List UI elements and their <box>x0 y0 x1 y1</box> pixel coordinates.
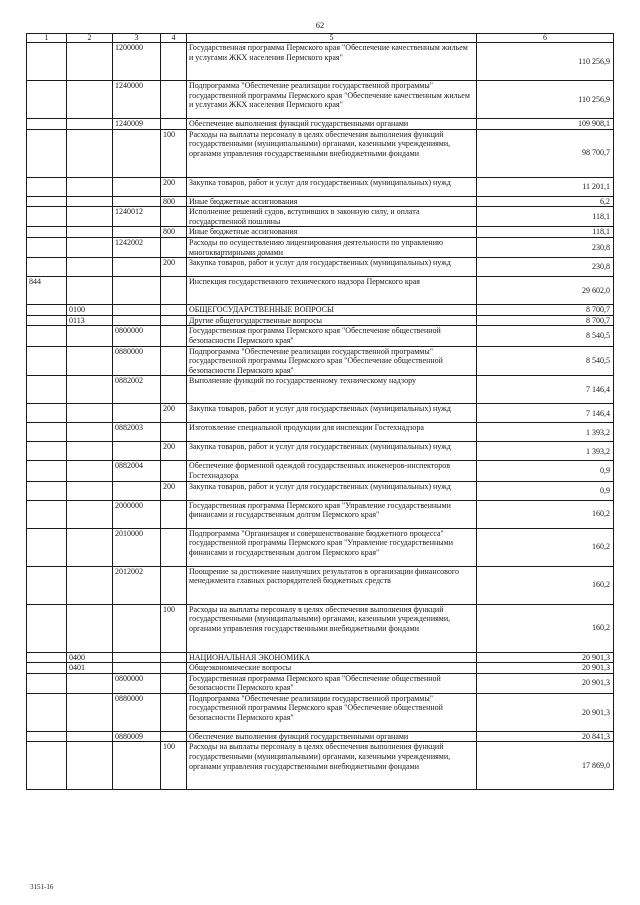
table-row <box>27 277 614 305</box>
table-row <box>27 528 614 566</box>
table-row <box>27 258 614 277</box>
table-row <box>27 461 614 481</box>
expense-type-code-cell: 100 <box>161 742 187 790</box>
expense-type-code-cell <box>161 663 187 674</box>
expense-type-code-cell <box>161 423 187 442</box>
description-cell: Закупка товаров, работ и услуг для государственных (муниципальных) нужд <box>187 481 477 500</box>
expense-type-code-cell <box>161 673 187 693</box>
target-item-code-cell <box>113 196 161 207</box>
expense-type-code-cell <box>161 461 187 481</box>
target-item-code-cell <box>113 604 161 652</box>
amount-cell: 160,2 <box>477 500 614 528</box>
target-item-code-cell: 1240000 <box>113 81 161 119</box>
description-cell: Закупка товаров, работ и услуг для государственных (муниципальных) нужд <box>187 442 477 461</box>
target-item-code-cell <box>113 227 161 238</box>
budget-table-body <box>27 34 614 790</box>
section-code-cell <box>67 207 113 227</box>
amount-cell: 98 700,7 <box>477 129 614 177</box>
target-item-code-cell: 1242002 <box>113 237 161 257</box>
section-code-cell <box>67 404 113 423</box>
section-code-cell <box>67 258 113 277</box>
target-item-code-cell: 2010000 <box>113 528 161 566</box>
description-cell: Подпрограмма "Организация и совершенствование бюджетного процесса" государственной программы Пермского края "Управление государственными финансами и государственным долгом Пермского края" <box>187 528 477 566</box>
table-row <box>27 196 614 207</box>
section-code-cell <box>67 693 113 731</box>
table-row <box>27 346 614 376</box>
section-code-cell <box>67 481 113 500</box>
section-code-cell <box>67 326 113 346</box>
description-cell: Подпрограмма "Обеспечение реализации государственной программы" государственной программы Пермского края "Обеспечение общественной безопасности Пермского края" <box>187 693 477 731</box>
amount-cell: 109 908,1 <box>477 119 614 130</box>
agency-code-cell <box>27 528 67 566</box>
expense-type-code-cell: 800 <box>161 196 187 207</box>
expense-type-code-cell <box>161 326 187 346</box>
target-item-code-cell: 1200000 <box>113 43 161 81</box>
description-cell: Расходы по осуществлению лицензирования деятельности по управлению многоквартирными домами <box>187 237 477 257</box>
agency-code-cell <box>27 500 67 528</box>
expense-type-code-cell <box>161 500 187 528</box>
expense-type-code-cell <box>161 376 187 404</box>
section-code-cell <box>67 423 113 442</box>
table-row <box>27 177 614 196</box>
agency-code-cell <box>27 237 67 257</box>
amount-cell: 1 393,2 <box>477 442 614 461</box>
amount-cell: 7 146,4 <box>477 376 614 404</box>
amount-cell: 160,2 <box>477 528 614 566</box>
description-cell: Государственная программа Пермского края "Обеспечение качественным жильем и услугами ЖКХ населения Пермского края" <box>187 43 477 81</box>
table-row <box>27 81 614 119</box>
expense-type-code-cell: 200 <box>161 404 187 423</box>
column-header-3: 3 <box>113 34 161 43</box>
description-cell: Подпрограмма "Обеспечение реализации государственной программы" государственной программы Пермского края "Обеспечение общественной безопасности Пермского края" <box>187 346 477 376</box>
section-code-cell <box>67 566 113 604</box>
table-row <box>27 404 614 423</box>
section-code-cell <box>67 528 113 566</box>
agency-code-cell <box>27 673 67 693</box>
table-row <box>27 742 614 790</box>
section-code-cell <box>67 742 113 790</box>
target-item-code-cell <box>113 277 161 305</box>
section-code-cell <box>67 227 113 238</box>
target-item-code-cell <box>113 258 161 277</box>
agency-code-cell <box>27 481 67 500</box>
table-row <box>27 326 614 346</box>
agency-code-cell <box>27 227 67 238</box>
amount-cell: 20 901,3 <box>477 693 614 731</box>
table-row <box>27 693 614 731</box>
expense-type-code-cell <box>161 731 187 742</box>
section-code-cell <box>67 604 113 652</box>
section-code-cell <box>67 129 113 177</box>
target-item-code-cell: 0880000 <box>113 693 161 731</box>
budget-table <box>26 33 614 790</box>
description-cell: Закупка товаров, работ и услуг для государственных (муниципальных) нужд <box>187 177 477 196</box>
amount-cell: 230,8 <box>477 237 614 257</box>
table-row <box>27 237 614 257</box>
target-item-code-cell <box>113 663 161 674</box>
table-row <box>27 673 614 693</box>
target-item-code-cell <box>113 404 161 423</box>
target-item-code-cell: 0882003 <box>113 423 161 442</box>
section-code-cell <box>67 442 113 461</box>
amount-cell: 20 901,3 <box>477 673 614 693</box>
page-number: 62 <box>315 20 325 30</box>
agency-code-cell <box>27 693 67 731</box>
amount-cell: 20 901,3 <box>477 652 614 663</box>
description-cell: Инспекция государственного технического надзора Пермского края <box>187 277 477 305</box>
expense-type-code-cell <box>161 207 187 227</box>
table-row <box>27 604 614 652</box>
section-code-cell: 0100 <box>67 305 113 316</box>
agency-code-cell <box>27 652 67 663</box>
agency-code-cell <box>27 207 67 227</box>
amount-cell: 8 700,7 <box>477 315 614 326</box>
target-item-code-cell <box>113 652 161 663</box>
amount-cell: 29 602,0 <box>477 277 614 305</box>
section-code-cell <box>67 81 113 119</box>
table-row <box>27 227 614 238</box>
agency-code-cell <box>27 326 67 346</box>
description-cell: Расходы на выплаты персоналу в целях обеспечения выполнения функций государственными (муниципальными) органами, казенными учреждениями, органами управления государственными внебюджетными фондами <box>187 742 477 790</box>
amount-cell: 160,2 <box>477 566 614 604</box>
column-header-5: 5 <box>187 34 477 43</box>
amount-cell: 230,8 <box>477 258 614 277</box>
expense-type-code-cell <box>161 43 187 81</box>
target-item-code-cell: 1240012 <box>113 207 161 227</box>
expense-type-code-cell <box>161 652 187 663</box>
agency-code-cell <box>27 315 67 326</box>
table-row <box>27 129 614 177</box>
target-item-code-cell <box>113 481 161 500</box>
expense-type-code-cell <box>161 528 187 566</box>
target-item-code-cell <box>113 129 161 177</box>
description-cell: Государственная программа Пермского края "Обеспечение общественной безопасности Пермского края" <box>187 326 477 346</box>
agency-code-cell <box>27 461 67 481</box>
table-row <box>27 305 614 316</box>
amount-cell: 0,9 <box>477 461 614 481</box>
agency-code-cell <box>27 376 67 404</box>
description-cell: Государственная программа Пермского края "Управление государственными финансами и государственным долгом Пермского края" <box>187 500 477 528</box>
agency-code-cell <box>27 346 67 376</box>
target-item-code-cell: 0800000 <box>113 673 161 693</box>
target-item-code-cell <box>113 442 161 461</box>
agency-code-cell <box>27 43 67 81</box>
agency-code-cell: 844 <box>27 277 67 305</box>
expense-type-code-cell: 200 <box>161 258 187 277</box>
description-cell: Иные бюджетные ассигнования <box>187 227 477 238</box>
description-cell: Исполнение решений судов, вступивших в законную силу, и оплата государственной пошлины <box>187 207 477 227</box>
agency-code-cell <box>27 742 67 790</box>
section-code-cell: 0401 <box>67 663 113 674</box>
description-cell: Государственная программа Пермского края "Обеспечение общественной безопасности Пермского края" <box>187 673 477 693</box>
target-item-code-cell <box>113 742 161 790</box>
description-cell: Поощрение за достижение наилучших результатов в организации финансового менеджмента главных распорядителей бюджетных средств <box>187 566 477 604</box>
agency-code-cell <box>27 196 67 207</box>
expense-type-code-cell <box>161 315 187 326</box>
table-row <box>27 376 614 404</box>
amount-cell: 1 393,2 <box>477 423 614 442</box>
expense-type-code-cell: 100 <box>161 129 187 177</box>
target-item-code-cell: 0880000 <box>113 346 161 376</box>
expense-type-code-cell: 200 <box>161 442 187 461</box>
section-code-cell <box>67 376 113 404</box>
target-item-code-cell: 2012002 <box>113 566 161 604</box>
expense-type-code-cell <box>161 305 187 316</box>
column-header-2: 2 <box>67 34 113 43</box>
table-row <box>27 43 614 81</box>
description-cell: Обеспечение форменной одеждой государственных инженеров-инспекторов Гостехнадзора <box>187 461 477 481</box>
description-cell: Расходы на выплаты персоналу в целях обеспечения выполнения функций государственными (муниципальными) органами, казенными учреждениями, органами управления государственными внебюджетными фондами <box>187 129 477 177</box>
section-code-cell <box>67 277 113 305</box>
target-item-code-cell: 0882002 <box>113 376 161 404</box>
expense-type-code-cell: 800 <box>161 227 187 238</box>
table-row <box>27 500 614 528</box>
section-code-cell <box>67 500 113 528</box>
section-code-cell: 0400 <box>67 652 113 663</box>
expense-type-code-cell <box>161 277 187 305</box>
agency-code-cell <box>27 305 67 316</box>
description-cell: Обеспечение выполнения функций государственными органами <box>187 119 477 130</box>
table-row <box>27 731 614 742</box>
description-cell: Подпрограмма "Обеспечение реализации государственной программы" государственной программы Пермского края "Обеспечение качественным жильем и услугами ЖКХ населения Пермского края" <box>187 81 477 119</box>
amount-cell: 160,2 <box>477 604 614 652</box>
column-header-row <box>27 34 614 43</box>
target-item-code-cell: 2000000 <box>113 500 161 528</box>
target-item-code-cell: 1240009 <box>113 119 161 130</box>
description-cell: Изготовление специальной продукции для инспекции Гостехнадзора <box>187 423 477 442</box>
expense-type-code-cell: 200 <box>161 177 187 196</box>
expense-type-code-cell: 100 <box>161 604 187 652</box>
table-row <box>27 566 614 604</box>
agency-code-cell <box>27 423 67 442</box>
agency-code-cell <box>27 177 67 196</box>
expense-type-code-cell <box>161 693 187 731</box>
amount-cell: 118,1 <box>477 227 614 238</box>
amount-cell: 20 841,3 <box>477 731 614 742</box>
section-code-cell <box>67 346 113 376</box>
table-row <box>27 119 614 130</box>
expense-type-code-cell <box>161 346 187 376</box>
expense-type-code-cell <box>161 566 187 604</box>
agency-code-cell <box>27 81 67 119</box>
agency-code-cell <box>27 663 67 674</box>
amount-cell: 8 540,5 <box>477 346 614 376</box>
expense-type-code-cell <box>161 81 187 119</box>
description-cell: Закупка товаров, работ и услуг для государственных (муниципальных) нужд <box>187 404 477 423</box>
target-item-code-cell: 0882004 <box>113 461 161 481</box>
description-cell: Выполнение функций по государственному техническому надзору <box>187 376 477 404</box>
description-cell: Обеспечение выполнения функций государственными органами <box>187 731 477 742</box>
agency-code-cell <box>27 604 67 652</box>
amount-cell: 110 256,9 <box>477 43 614 81</box>
section-code-cell <box>67 731 113 742</box>
agency-code-cell <box>27 129 67 177</box>
table-row <box>27 481 614 500</box>
expense-type-code-cell <box>161 237 187 257</box>
section-code-cell <box>67 673 113 693</box>
description-cell: Расходы на выплаты персоналу в целях обеспечения выполнения функций государственными (муниципальными) органами, казенными учреждениями, органами управления государственными внебюджетными фондами <box>187 604 477 652</box>
table-row <box>27 423 614 442</box>
amount-cell: 0,9 <box>477 481 614 500</box>
section-code-cell <box>67 43 113 81</box>
amount-cell: 6,2 <box>477 196 614 207</box>
agency-code-cell <box>27 566 67 604</box>
agency-code-cell <box>27 119 67 130</box>
agency-code-cell <box>27 404 67 423</box>
section-code-cell <box>67 237 113 257</box>
amount-cell: 118,1 <box>477 207 614 227</box>
amount-cell: 110 256,9 <box>477 81 614 119</box>
target-item-code-cell <box>113 305 161 316</box>
target-item-code-cell: 0880009 <box>113 731 161 742</box>
description-cell: ОБЩЕГОСУДАРСТВЕННЫЕ ВОПРОСЫ <box>187 305 477 316</box>
table-row <box>27 442 614 461</box>
description-cell: Общеэкономические вопросы <box>187 663 477 674</box>
expense-type-code-cell: 200 <box>161 481 187 500</box>
agency-code-cell <box>27 442 67 461</box>
expense-type-code-cell <box>161 119 187 130</box>
table-row <box>27 652 614 663</box>
section-code-cell <box>67 119 113 130</box>
agency-code-cell <box>27 258 67 277</box>
amount-cell: 17 869,0 <box>477 742 614 790</box>
section-code-cell <box>67 196 113 207</box>
target-item-code-cell <box>113 177 161 196</box>
target-item-code-cell <box>113 315 161 326</box>
table-row <box>27 663 614 674</box>
description-cell: Иные бюджетные ассигнования <box>187 196 477 207</box>
agency-code-cell <box>27 731 67 742</box>
column-header-6: 6 <box>477 34 614 43</box>
table-row <box>27 207 614 227</box>
target-item-code-cell: 0800000 <box>113 326 161 346</box>
section-code-cell <box>67 461 113 481</box>
section-code-cell <box>67 177 113 196</box>
column-header-4: 4 <box>161 34 187 43</box>
amount-cell: 8 700,7 <box>477 305 614 316</box>
column-header-1: 1 <box>27 34 67 43</box>
amount-cell: 11 201,1 <box>477 177 614 196</box>
amount-cell: 20 901,3 <box>477 663 614 674</box>
table-row <box>27 315 614 326</box>
description-cell: Другие общегосударственные вопросы <box>187 315 477 326</box>
description-cell: НАЦИОНАЛЬНАЯ ЭКОНОМИКА <box>187 652 477 663</box>
document-code: 3151-16 <box>30 883 54 891</box>
amount-cell: 8 540,5 <box>477 326 614 346</box>
amount-cell: 7 146,4 <box>477 404 614 423</box>
description-cell: Закупка товаров, работ и услуг для государственных (муниципальных) нужд <box>187 258 477 277</box>
section-code-cell: 0113 <box>67 315 113 326</box>
